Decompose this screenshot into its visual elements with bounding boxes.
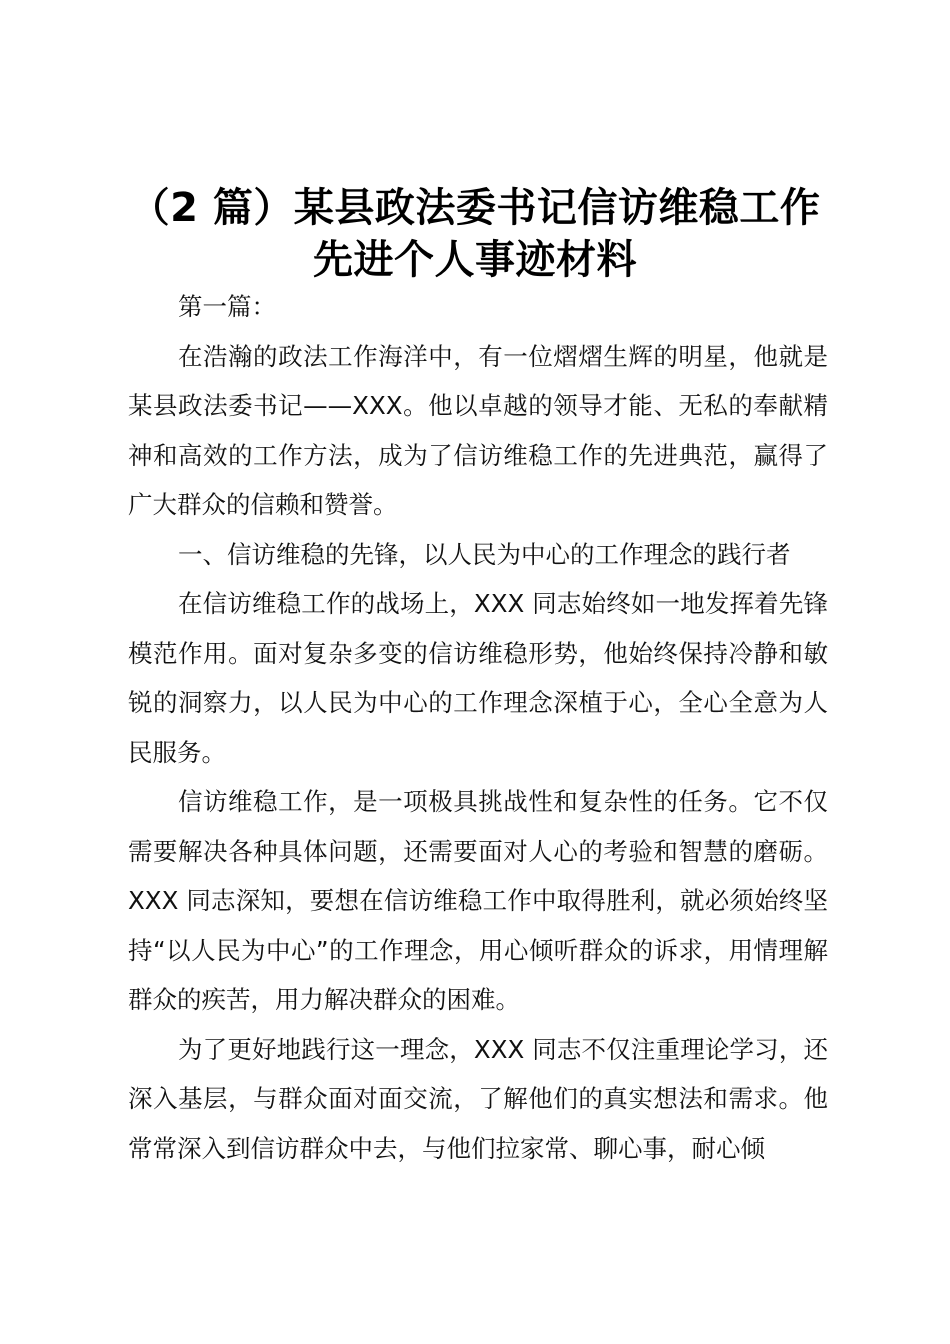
body-paragraph: 信访维稳工作，是一项极具挑战性和复杂性的任务。它不仅需要解决各种具体问题，还需要面对人心的考验和智慧的磨砺。XXX 同志深知，要想在信访维稳工作中取得胜利，就必须始终坚持“以人民为中心”的工作理念，用心倾听群众的诉求，用情理解群众的疾苦，用力解决群众的困难。: [128, 787, 828, 1014]
section-heading: 一、信访维稳的先锋，以人民为中心的工作理念的践行者: [178, 539, 791, 569]
body-paragraph: 在浩瀚的政法工作海洋中，有一位熠熠生辉的明星，他就是某县政法委书记——XXX。他以卓越的领导才能、无私的奉献精神和高效的工作方法，成为了信访维稳工作的先进典范，赢得了广大群众的信赖和赞誉。: [128, 341, 828, 519]
document-title-line-1: （2 篇）某县政法委书记信访维稳工作: [129, 185, 821, 231]
document-title-line-2: 先进个人事迹材料: [313, 237, 637, 283]
body-paragraph: 在信访维稳工作的战场上，XXX 同志始终如一地发挥着先锋模范作用。面对复杂多变的信访维稳形势，他始终保持冷静和敏锐的洞察力，以人民为中心的工作理念深植于心，全心全意为人民服务。: [128, 589, 828, 767]
body-paragraph: 为了更好地践行这一理念，XXX 同志不仅注重理论学习，还深入基层，与群众面对面交流，了解他们的真实想法和需求。他常常深入到信访群众中去，与他们拉家常、聊心事，耐心倾: [128, 1034, 828, 1163]
document-body: [128, 282, 828, 1173]
section-label: 第一篇：: [178, 292, 276, 321]
